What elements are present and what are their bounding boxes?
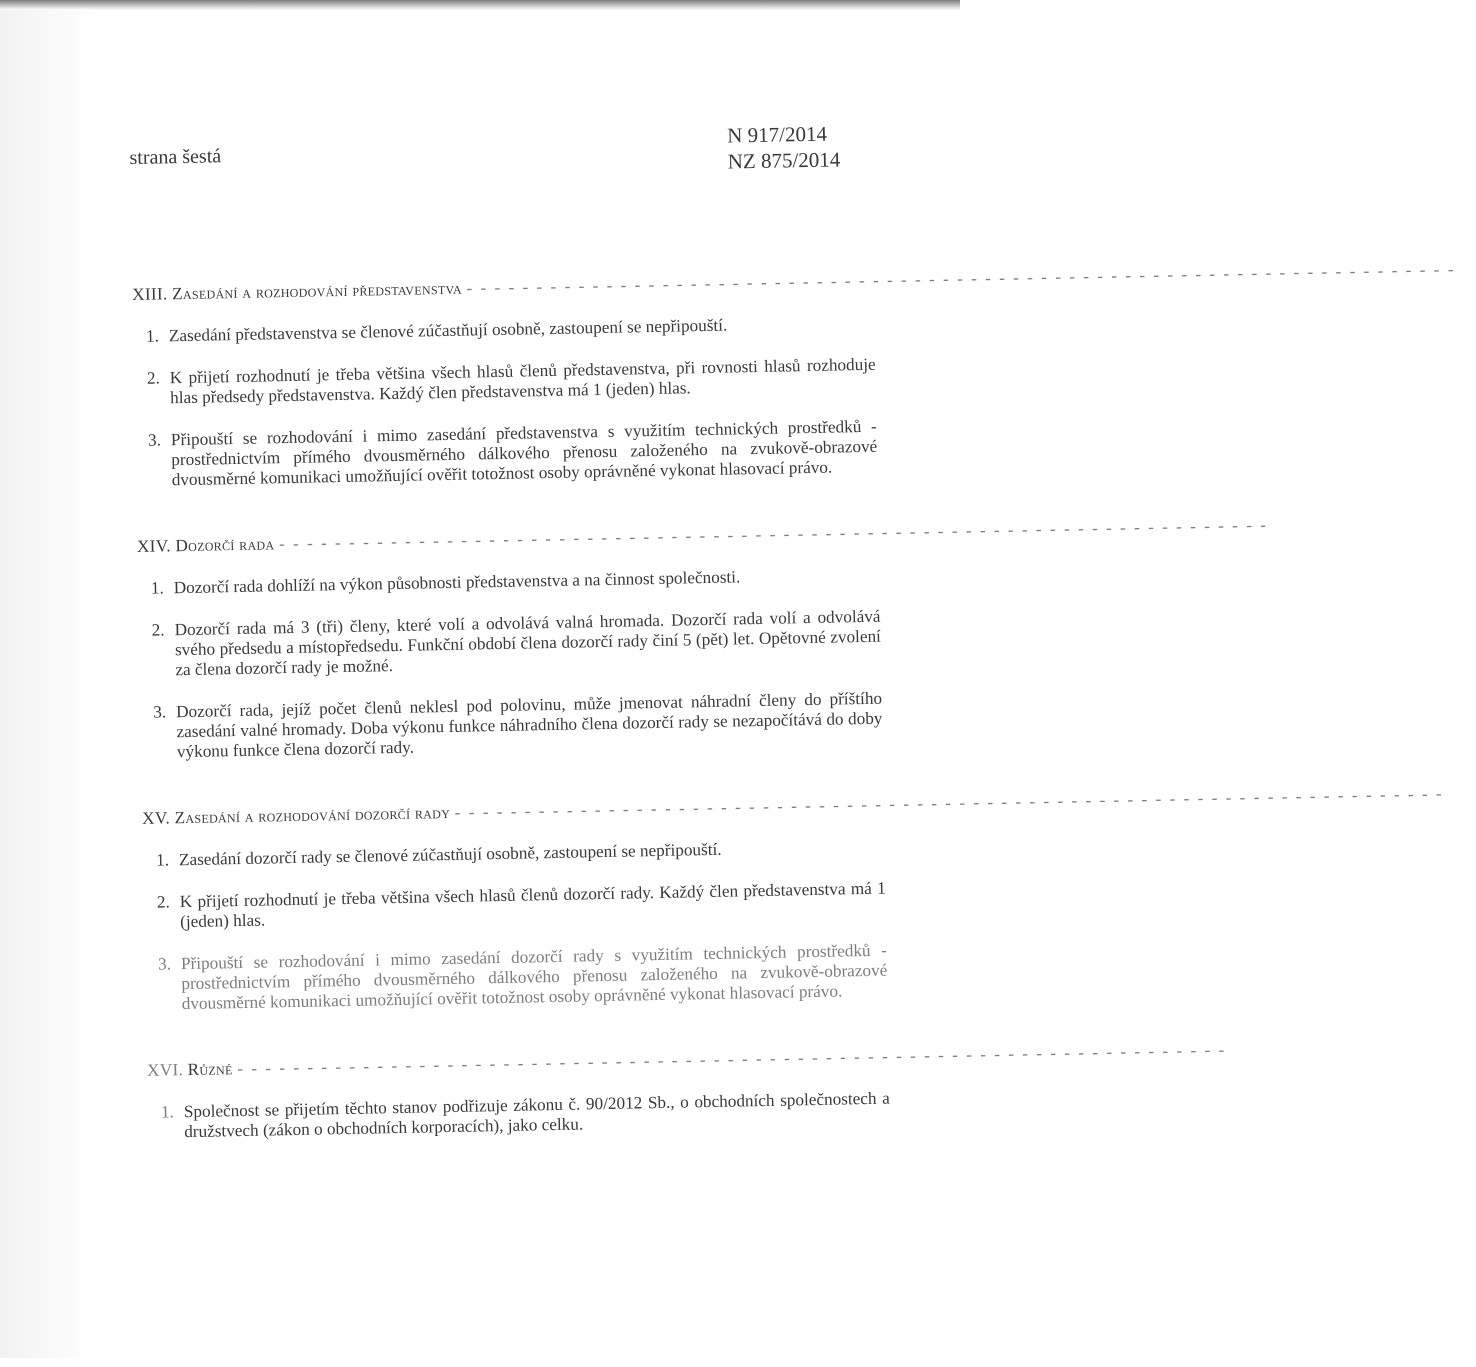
item-number: 1. <box>145 326 160 346</box>
section-number: XIII. <box>131 284 168 304</box>
section-title: Zasedání a rozhodování představenstva <box>171 278 463 304</box>
item-number: 2. <box>156 892 170 912</box>
item-text: Dozorčí rada dohlíží na výkon působnosti představenstva a na činnost společnosti. <box>173 567 741 598</box>
item-number: 2. <box>146 368 160 388</box>
item-text: Dozorčí rada má 3 (tři) členy, které volí a odvolává valná hromada. Dozorčí rada volí a odvolává svého předsedu a místopředsedu. Funkční období člena dozorčí rady činí 5 (pět) let. Opětovné zvolení za člena dozorčí rady je možné. <box>174 606 882 680</box>
item-text: Dozorčí rada, jejíž počet členů neklesl pod polovinu, může jmenovat náhradní členy do příštího zasedání valné hromady. Doba výkonu funkce náhradního člena dozorčí rady se nezapočítává do doby výkonu funkce člena dozorčí rady. <box>175 688 883 762</box>
page-label: strana šestá <box>129 145 222 170</box>
item-text: Společnost se přijetím těchto stanov podřizuje zákonu č. 90/2012 Sb., o obchodních společnostech a družstvech (zákon o obchodních korporacích), jako celku. <box>183 1088 890 1142</box>
section-title: Různé <box>187 1059 233 1080</box>
item-text: Zasedání dozorčí rady se členové zúčastňují osobně, zastoupení se nepřipouští. <box>178 839 722 870</box>
section-number: XVI. <box>146 1060 184 1080</box>
section-number: XIV. <box>136 536 171 556</box>
dash-filler: - - - - - - - - - - - - - - - - - - - - - - - - - - - - - - - - - - - - - - - - - - - - - - - - - - - - - - - - - - - - - - - - - - - - - - - <box>466 259 1456 298</box>
item-text: Zasedání představenstva se členové zúčastňují osobně, zastoupení se nepřipouští. <box>168 315 728 346</box>
item-text: K přijetí rozhodnutí je třeba většina všech hlasů členů dozorčí rady. Každý člen představenstva má 1 (jeden) hlas. <box>179 878 886 932</box>
item-number: 1. <box>160 1102 175 1122</box>
dash-filler: - - - - - - - - - - - - - - - - - - - - - - - - - - - - - - - - - - - - - - - - - - - - - - - - - - - - - - - - - - - - - - - - - - - - - - - <box>278 515 1269 554</box>
dash-filler: - - - - - - - - - - - - - - - - - - - - - - - - - - - - - - - - - - - - - - - - - - - - - - - - - - - - - - - - - - - - - - - - - - - - - - - <box>454 783 1444 822</box>
item-number: 1. <box>155 850 170 870</box>
document-body <box>131 259 1456 1143</box>
item-text: Připouští se rozhodování i mimo zasedání představenstva s využitím technických prostředků - prostřednictvím přímého dvousměrného dálkového přenosu založeného na zvukově-obrazové dvousměrné komunikaci umožňující ověřit totožnost osoby oprávněné vykonat hlasovací právo. <box>170 416 878 490</box>
ref-nz: NZ 875/2014 <box>727 147 841 174</box>
item-number: 1. <box>150 578 164 598</box>
section-title: Dozorčí rada <box>175 534 275 556</box>
reference-numbers <box>727 120 841 174</box>
item-number: 3. <box>153 702 167 722</box>
item-number: 3. <box>157 954 172 974</box>
item-text: K přijetí rozhodnutí je třeba většina všech hlasů členů představenstva, při rovnosti hlasů rozhoduje hlas předsedy představenstva. Každý člen představenstva má 1 (jeden) hlas. <box>169 354 876 408</box>
ref-n: N 917/2014 <box>726 121 828 148</box>
section-title: Zasedání a rozhodování dozorčí rady <box>174 802 451 828</box>
item-number: 3. <box>147 430 162 450</box>
item-text: Připouští se rozhodování i mimo zasedání dozorčí rady s využitím technických prostředků - prostřednictvím přímého dvousměrného dálkového přenosu založeného na zvukově-obrazové dvousměrné komunikaci umožňující ověřit totožnost osoby oprávněné vykonat hlasovací právo. <box>180 940 888 1014</box>
section-number: XV. <box>142 808 171 828</box>
item-number: 2. <box>151 620 165 640</box>
dash-filler: - - - - - - - - - - - - - - - - - - - - - - - - - - - - - - - - - - - - - - - - - - - - - - - - - - - - - - - - - - - - - - - - - - - - - - - <box>237 1040 1227 1079</box>
